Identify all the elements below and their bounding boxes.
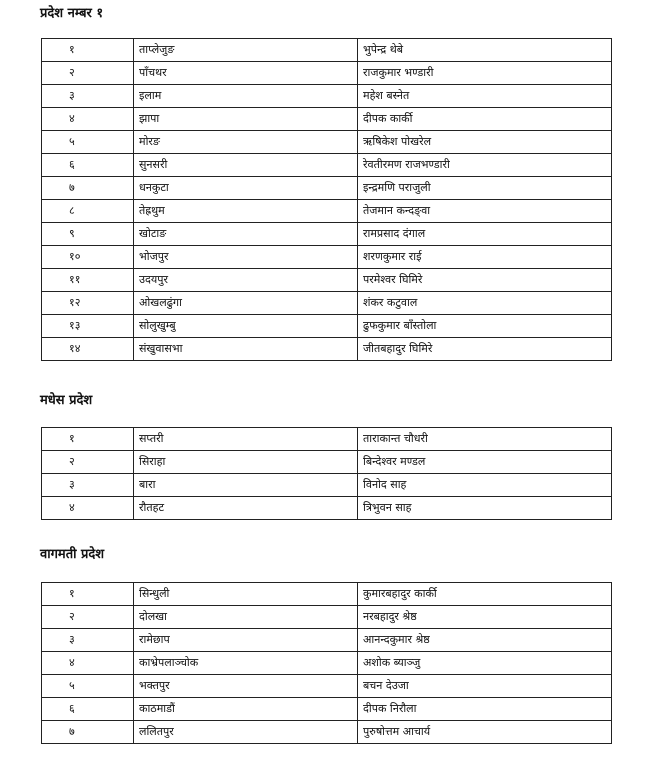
person-name: शरणकुमार राई: [358, 246, 612, 269]
row-number: ९: [42, 223, 134, 246]
person-name: बचन देउजा: [358, 675, 612, 698]
table-row: [42, 629, 612, 652]
person-name: दीपक कार्की: [358, 108, 612, 131]
row-number: १३: [42, 315, 134, 338]
person-name: दीपक निरौला: [358, 698, 612, 721]
row-number: २: [42, 62, 134, 85]
table-row: [42, 652, 612, 675]
table-row: [42, 451, 612, 474]
section-title-madhesh: मधेस प्रदेश: [40, 393, 93, 408]
row-number: १: [42, 39, 134, 62]
person-name: बिन्देश्वर मण्डल: [358, 451, 612, 474]
table-row: [42, 675, 612, 698]
district-name: खोटाङ: [134, 223, 358, 246]
district-name: सप्तरी: [134, 428, 358, 451]
district-name: काठमाडौं: [134, 698, 358, 721]
row-number: ५: [42, 675, 134, 698]
table-row: [42, 200, 612, 223]
row-number: ४: [42, 108, 134, 131]
row-number: ८: [42, 200, 134, 223]
table-row: [42, 108, 612, 131]
section-title-bagmati: वागमती प्रदेश: [40, 547, 105, 562]
district-name: सिन्धुली: [134, 583, 358, 606]
table-row: [42, 497, 612, 520]
person-name: कुमारबहादुर कार्की: [358, 583, 612, 606]
district-name: इलाम: [134, 85, 358, 108]
district-name: बारा: [134, 474, 358, 497]
district-name: तेह्रथुम: [134, 200, 358, 223]
person-name: आनन्दकुमार श्रेष्ठ: [358, 629, 612, 652]
person-name: महेश बस्नेत: [358, 85, 612, 108]
person-name: ढुफकुमार बाँस्तोला: [358, 315, 612, 338]
district-name: मोरङ: [134, 131, 358, 154]
table-row: [42, 269, 612, 292]
person-name: विनोद साह: [358, 474, 612, 497]
district-name: भोजपुर: [134, 246, 358, 269]
row-number: ३: [42, 474, 134, 497]
table-row: [42, 583, 612, 606]
table-row: [42, 315, 612, 338]
district-name: सोलुखुम्बु: [134, 315, 358, 338]
row-number: ३: [42, 85, 134, 108]
row-number: ६: [42, 698, 134, 721]
table-row: [42, 606, 612, 629]
person-name: रामप्रसाद दंगाल: [358, 223, 612, 246]
section-title-pradesh-1: प्रदेश नम्बर १: [40, 6, 104, 21]
row-number: १: [42, 428, 134, 451]
row-number: ५: [42, 131, 134, 154]
table-madhesh: [41, 427, 612, 520]
row-number: ४: [42, 497, 134, 520]
person-name: रेवतीरमण राजभण्डारी: [358, 154, 612, 177]
district-name: सिराहा: [134, 451, 358, 474]
table-row: [42, 131, 612, 154]
person-name: भुपेन्द्र थेबे: [358, 39, 612, 62]
person-name: पुरुषोत्तम आचार्य: [358, 721, 612, 744]
district-name: सुनसरी: [134, 154, 358, 177]
district-name: उदयपुर: [134, 269, 358, 292]
table-row: [42, 721, 612, 744]
row-number: २: [42, 451, 134, 474]
person-name: ताराकान्त चौधरी: [358, 428, 612, 451]
person-name: त्रिभुवन साह: [358, 497, 612, 520]
table-row: [42, 246, 612, 269]
table-row: [42, 85, 612, 108]
person-name: परमेश्वर घिमिरे: [358, 269, 612, 292]
table-row: [42, 62, 612, 85]
person-name: तेजमान कन्दङ्वा: [358, 200, 612, 223]
row-number: ६: [42, 154, 134, 177]
table-row: [42, 474, 612, 497]
row-number: २: [42, 606, 134, 629]
district-name: ललितपुर: [134, 721, 358, 744]
table-row: [42, 223, 612, 246]
row-number: १: [42, 583, 134, 606]
table-row: [42, 428, 612, 451]
row-number: ३: [42, 629, 134, 652]
table-row: [42, 177, 612, 200]
district-name: भक्तपुर: [134, 675, 358, 698]
table-row: [42, 292, 612, 315]
district-name: रामेछाप: [134, 629, 358, 652]
table-row: [42, 338, 612, 361]
district-name: संखुवासभा: [134, 338, 358, 361]
row-number: ७: [42, 721, 134, 744]
person-name: राजकुमार भण्डारी: [358, 62, 612, 85]
table-row: [42, 698, 612, 721]
district-name: रौतहट: [134, 497, 358, 520]
person-name: शंकर कटुवाल: [358, 292, 612, 315]
row-number: १२: [42, 292, 134, 315]
table-row: [42, 39, 612, 62]
row-number: ११: [42, 269, 134, 292]
table-row: [42, 154, 612, 177]
district-name: दोलखा: [134, 606, 358, 629]
table-bagmati: [41, 582, 612, 744]
district-name: ताप्लेजुङ: [134, 39, 358, 62]
district-name: पाँचथर: [134, 62, 358, 85]
person-name: जीतबहादुर घिमिरे: [358, 338, 612, 361]
row-number: ४: [42, 652, 134, 675]
person-name: अशोक ब्याञ्जु: [358, 652, 612, 675]
table-pradesh-1: [41, 38, 612, 361]
person-name: नरबहादुर श्रेष्ठ: [358, 606, 612, 629]
district-name: झापा: [134, 108, 358, 131]
row-number: ७: [42, 177, 134, 200]
person-name: इन्द्रमणि पराजुली: [358, 177, 612, 200]
district-name: ओखलढुंगा: [134, 292, 358, 315]
person-name: ऋषिकेश पोखरेल: [358, 131, 612, 154]
district-name: काभ्रेपलाञ्चोक: [134, 652, 358, 675]
row-number: १०: [42, 246, 134, 269]
district-name: धनकुटा: [134, 177, 358, 200]
row-number: १४: [42, 338, 134, 361]
